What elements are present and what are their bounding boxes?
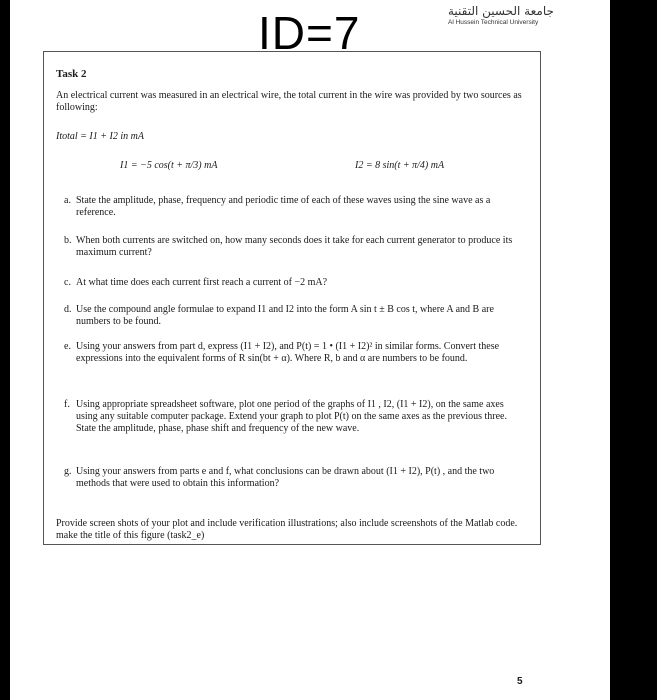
question-f: [64, 399, 526, 435]
itotal-equation: Itotal = I1 + I2 in mA: [56, 131, 144, 142]
question-label: c.: [64, 277, 71, 288]
question-text: At what time does each current first reach a current of −2 mA?: [76, 277, 328, 288]
page-number: 5: [517, 676, 523, 687]
question-c: [64, 277, 526, 289]
submission-instructions: Provide screen shots of your plot and include verification illustrations; also include screenshots of the Matlab code. make the title of this figure (task2_e): [56, 518, 518, 541]
question-label: e.: [64, 341, 71, 352]
question-label: f.: [64, 399, 70, 410]
question-b: [64, 235, 526, 259]
question-text: When both currents are switched on, how many seconds does it take for each current generator to produce its maximum current?: [76, 235, 513, 258]
university-name-arabic: جامعة الحسين التقنية: [448, 4, 554, 18]
question-text: Use the compound angle formulae to expand I1 and I2 into the form A sin t ± B cos t, where A and B are numbers to be found.: [76, 304, 494, 327]
question-a: [64, 195, 526, 219]
question-label: d.: [64, 304, 72, 315]
question-text: Using your answers from part d, express (I1 + I2), and P(t) = 1 • (I1 + I2)² in similar forms. Convert these expressions into the equivalent forms of R sin(bt + α). Where R, b and α are numbers to be found.: [76, 341, 500, 364]
id-label: ID=7: [258, 7, 361, 59]
task-intro: An electrical current was measured in an electrical wire, the total current in the wire was provided by two sources as following:: [56, 90, 522, 113]
task-title: Task 2: [56, 68, 87, 80]
current-i1-equation: I1 = −5 cos(t + π/3) mA: [120, 160, 218, 171]
question-text: Using your answers from parts e and f, what conclusions can be drawn about (I1 + I2), P(t) , and the two methods that were used to obtain this information?: [76, 466, 495, 489]
question-label: a.: [64, 195, 71, 206]
question-e: [64, 341, 526, 365]
question-text: State the amplitude, phase, frequency and periodic time of each of these waves using the sine wave as a reference.: [76, 195, 491, 218]
current-i2-equation: I2 = 8 sin(t + π/4) mA: [355, 160, 445, 171]
question-text: Using appropriate spreadsheet software, plot one period of the graphs of I1 , I2, (I1 + I2), on the same axes using any suitable computer package. Extend your graph to plot P(t) on the same axes as the previous three. State the amplitude, phase, phase shift and frequency of the new wave.: [76, 399, 507, 434]
question-label: b.: [64, 235, 72, 246]
university-name-english: Al Hussein Technical University: [448, 19, 539, 26]
question-g: [64, 466, 526, 490]
question-d: [64, 304, 526, 328]
question-label: g.: [64, 466, 72, 477]
